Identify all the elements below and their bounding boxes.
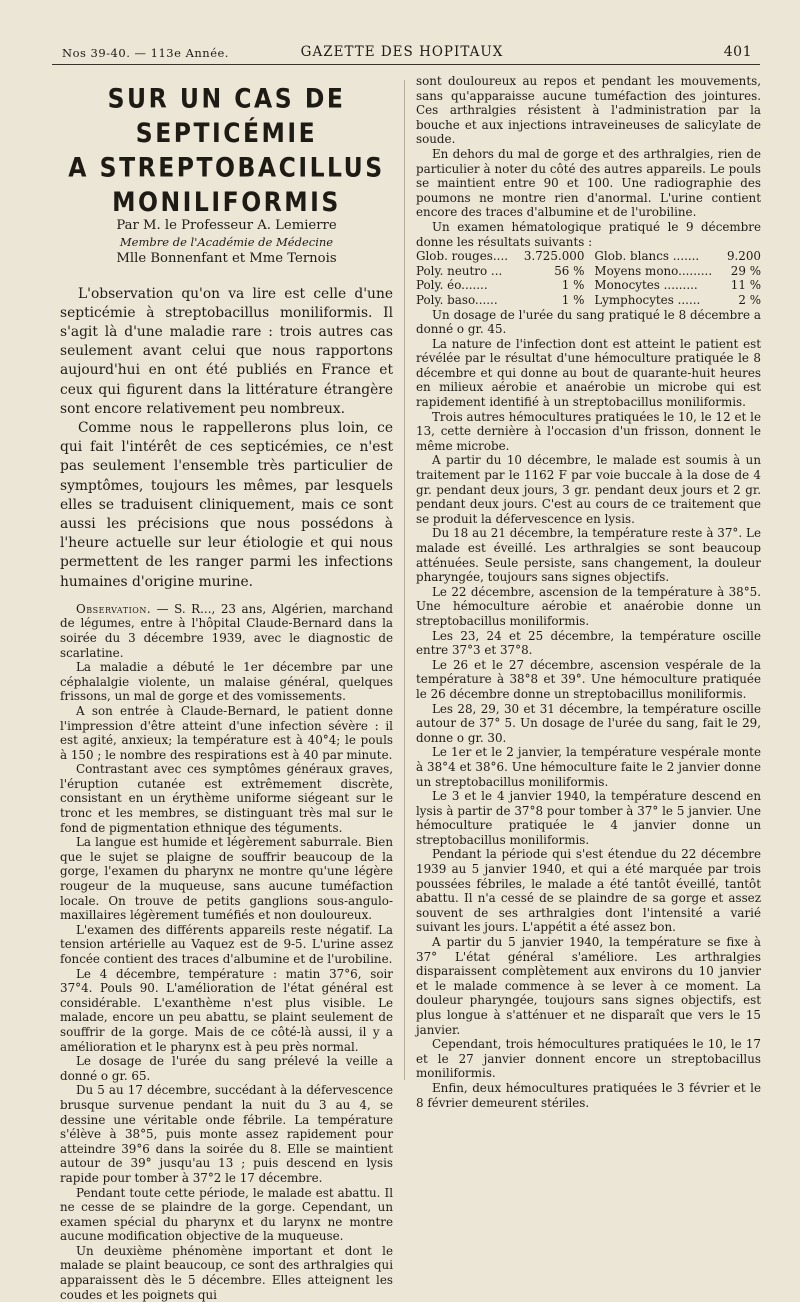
body-paragraph: Le 22 décembre, ascension de la température à 38°5. Une hémoculture aérobie et anaérobie donne un streptobacillus moniliformis. (416, 584, 761, 628)
table-cell: Poly. neutro ... (416, 263, 503, 278)
page-header (52, 44, 752, 66)
body-paragraph: La langue est humide et légèrement saburrale. Bien que le sujet se plaigne de souffrir beaucoup de la gorge, l'examen du pharynx ne montre qu'une légère rougeur de la muqueuse, sans aucune tuméfaction locale. On trouve de petits ganglions sous-angulo-maxillaires légèrement tuméfiés et non douloureux. (60, 835, 393, 923)
title-line-1: SUR UN CAS DE SEPTICÉMIE (107, 82, 346, 149)
table-cell: Lymphocytes ...... (594, 292, 701, 307)
right-column (416, 74, 761, 1110)
body-paragraph: L'examen des différents appareils reste négatif. La tension artérielle au Vaquez est de 9-5. L'urine assez foncée contient des traces d'albumine et de l'urobiline. (60, 922, 393, 966)
header-rule (52, 64, 760, 65)
body-paragraph: Enfin, deux hémocultures pratiquées le 3 février et le 8 février demeurent stériles. (416, 1080, 761, 1110)
body-paragraph: En dehors du mal de gorge et des arthralgies, rien de particulier à noter du côté des autres appareils. Le pouls se maintient entre 90 et 100. Une radiographie des poumons ne montre rien d'anormal. L'urine contient encore des traces d'albumine et de l'urobiline. (416, 146, 761, 220)
table-cell: Monocytes ......... (594, 278, 698, 293)
table-cell: Glob. blancs ....... (594, 249, 700, 264)
body-paragraph: Contrastant avec ces symptômes généraux graves, l'éruption cutanée est extrêmement discrète, consistant en un érythème uniforme siégeant sur le tronc et les membres, se distinguant très mal sur le fond de pigmentation ethnique des téguments. (60, 762, 393, 835)
body-paragraph: Un dosage de l'urée du sang pratiqué le 8 décembre a donné o gr. 45. (416, 307, 761, 337)
table-row (416, 264, 761, 279)
table-cell: 1 % (561, 278, 585, 293)
body-paragraph: Le 1er et le 2 janvier, la température vespérale monte à 38°4 et 38°6. Une hémoculture faite le 2 janvier donne un streptobacillus moniliformis. (416, 745, 761, 789)
body-paragraph: Pendant toute cette période, le malade est abattu. Il ne cesse de se plaindre de la gorge. Cependant, un examen spécial du pharynx et du larynx ne montre aucune modification objective de la muqueuse. (60, 1185, 393, 1244)
body-paragraph: Un deuxième phénomène important et dont le malade se plaint beaucoup, ce sont des arthralgies qui apparaissent dès le 5 décembre. Elles atteignent les coudes et les poignets qui (60, 1243, 393, 1302)
column-divider (404, 80, 405, 1080)
coauthors-line: Mlle Bonnenfant et Mme Ternois (116, 250, 337, 266)
body-paragraph: Du 18 au 21 décembre, la température reste à 37°. Le malade est éveillé. Les arthralgies se sont beaucoup atténuées. Seule persiste, sans changement, la douleur pharyngée, toujours sans signes objectifs. (416, 526, 761, 585)
title-line-2: A STREPTOBACILLUS MONILIFORMIS (68, 151, 385, 218)
issue-number: Nos 39-40. — 113e Année. (62, 46, 229, 60)
observation-label: Observation. (76, 601, 152, 616)
table-cell: 1 % (561, 292, 585, 307)
intro-paragraph: Comme nous le rappellerons plus loin, ce qui fait l'intérêt de ces septicémies, ce n'est pas seulement l'ensemble très particulier de symptômes, toujours les mêmes, par lesquels elles se traduisent cliniquement, mais ce sont aussi les précisions que nous possédons à l'heure actuelle sur leur étiologie et qui nous permettent de les ranger parmi les infections humaines d'origine murine. (60, 419, 393, 590)
body-paragraph: Le 26 et le 27 décembre, ascension vespérale de la température à 38°8 et 39°. Une hémoculture pratiquée le 26 décembre donne un streptobacillus moniliformis. (416, 657, 761, 701)
table-cell: Glob. rouges.... (416, 249, 509, 264)
page-number: 401 (723, 44, 752, 60)
table-cell: 2 % (738, 292, 761, 307)
body-paragraph: sont douloureux au repos et pendant les mouvements, sans qu'apparaisse aucune tuméfaction des jointures. Ces arthralgies résistent à l'administration par la bouche et aux injections intraveineuses de salicylate de soude. (416, 74, 761, 147)
body-paragraph: Du 5 au 17 décembre, succédant à la défervescence brusque survenue pendant la nuit du 3 au 4, se dessine une véritable onde fébrile. La température s'élève à 38°5, puis monte assez rapidement pour atteindre 39°6 dans la soirée du 8. Elle se maintient autour de 39° jusqu'au 13 ; puis descend en lysis rapide pour tomber à 37°2 le 17 décembre. (60, 1083, 393, 1185)
table-row (416, 293, 761, 308)
table-cell: 56 % (554, 263, 585, 278)
blood-count-table (416, 249, 761, 307)
body-paragraph: Trois autres hémocultures pratiquées le 10, le 12 et le 13, cette dernière à l'occasion d'un frisson, donnent le même microbe. (416, 409, 761, 453)
body-paragraph: Les 28, 29, 30 et 31 décembre, la température oscille autour de 37° 5. Un dosage de l'urée du sang, fait le 29, donne o gr. 30. (416, 701, 761, 745)
body-paragraph: Pendant la période qui s'est étendue du 22 décembre 1939 au 5 janvier 1940, et qui a été marquée par trois poussées fébriles, le malade a été tantôt éveillé, tantôt abattu. Il n'a cessé de se plaindre de sa gorge et assez souvent de ses arthralgies dont l'intensité a varié suivant les jours. L'appétit a été assez bon. (416, 847, 761, 935)
table-cell: 9.200 (726, 249, 761, 264)
observation-text: — S. R..., 23 ans, Algérien, marchand de légumes, entre à l'hôpital Claude-Bernard dans la soirée du 3 décembre 1939, avec le diagnostic de scarlatine. (60, 601, 393, 660)
observation-section (60, 602, 393, 1302)
journal-name: GAZETTE DES HOPITAUX (300, 44, 504, 60)
table-cell: Moyens mono......... (594, 263, 713, 278)
body-paragraph: A partir du 5 janvier 1940, la température se fixe à 37° L'état général s'améliore. Les arthralgies disparaissent complètement aux environs du 10 janvier et le malade commence à se lever à ce moment. La douleur pharyngée, toujours sans signes objectifs, est plus longue à s'atténuer et ne disparaît que vers le 15 janvier. (416, 935, 761, 1037)
table-cell: 29 % (730, 263, 761, 278)
author-line: Par M. le Professeur A. Lemierre (116, 218, 337, 233)
body-paragraph: La nature de l'infection dont est atteint le patient est révélée par le résultat d'une hémoculture pratiquée le 8 décembre et qui donne au bout de quarante-huit heures en milieux aérobie et anaérobie un microbe qui est rapidement identifié à un streptobacillus moniliformis. (416, 336, 761, 410)
article-intro (60, 285, 393, 592)
body-paragraph: Cependant, trois hémocultures pratiquées le 10, le 17 et le 27 janvier donnent encore un streptobacillus moniliformis. (416, 1037, 761, 1081)
body-paragraph: La maladie a débuté le 1er décembre par une céphalalgie violente, un malaise général, quelques frissons, un mal de gorge et des vomissements. (60, 660, 393, 704)
body-paragraph: Les 23, 24 et 25 décembre, la température oscille entre 37°3 et 37°8. (416, 628, 761, 658)
left-column (60, 80, 393, 1302)
author-affiliation: Membre de l'Académie de Médecine (119, 234, 334, 249)
body-paragraph: A partir du 10 décembre, le malade est soumis à un traitement par le 1162 F par voie buccale à la dose de 4 gr. pendant deux jours, 3 gr. pendant deux jours et 2 gr. pendant deux jours. C'est au cours de ce traitement que se produit la défervescence en lysis. (416, 453, 761, 526)
table-cell: 3.725.000 (523, 249, 585, 264)
body-paragraph: Le 3 et le 4 janvier 1940, la température descend en lysis à partir de 37°8 pour tomber à 37° le 5 janvier. Une hémoculture pratiquée le 4 janvier donne un streptobacillus moniliformis. (416, 789, 761, 847)
body-paragraph: Le 4 décembre, température : matin 37°6, soir 37°4. Pouls 90. L'amélioration de l'état général est considérable. L'exanthème n'est plus visible. Le malade, encore un peu abattu, se plaint seulement de souffrir de la gorge. Mais de ce côté-là aussi, il y a amélioration et le pharynx est à peu près normal. (60, 966, 393, 1054)
table-cell: 11 % (730, 278, 761, 293)
article-title (60, 81, 393, 219)
intro-paragraph: L'observation qu'on va lire est celle d'une septicémie à streptobacillus moniliformis. Il s'agit là d'une maladie rare : trois autres cas seulement avant celui que nous rapportons aujourd'hui en ont été publiés en France et ceux qui figurent dans la littérature étrangère sont encore relativement peu nombreux. (60, 285, 393, 417)
body-paragraph: Le dosage de l'urée du sang prélevé la veille a donné o gr. 65. (60, 1054, 393, 1083)
body-paragraph: Un examen hématologique pratiqué le 9 décembre donne les résultats suivants : (416, 219, 761, 249)
table-row (416, 278, 761, 293)
table-cell: Poly. éo....... (416, 278, 488, 293)
table-row (416, 249, 761, 264)
table-cell: Poly. baso...... (416, 292, 498, 307)
body-paragraph: A son entrée à Claude-Bernard, le patient donne l'impression d'être atteint d'une infection sévère : il est agité, anxieux; la température est à 40°4; le pouls à 150 ; le nombre des respirations est à 40 par minute. (60, 703, 393, 762)
body-paragraph (60, 602, 393, 660)
